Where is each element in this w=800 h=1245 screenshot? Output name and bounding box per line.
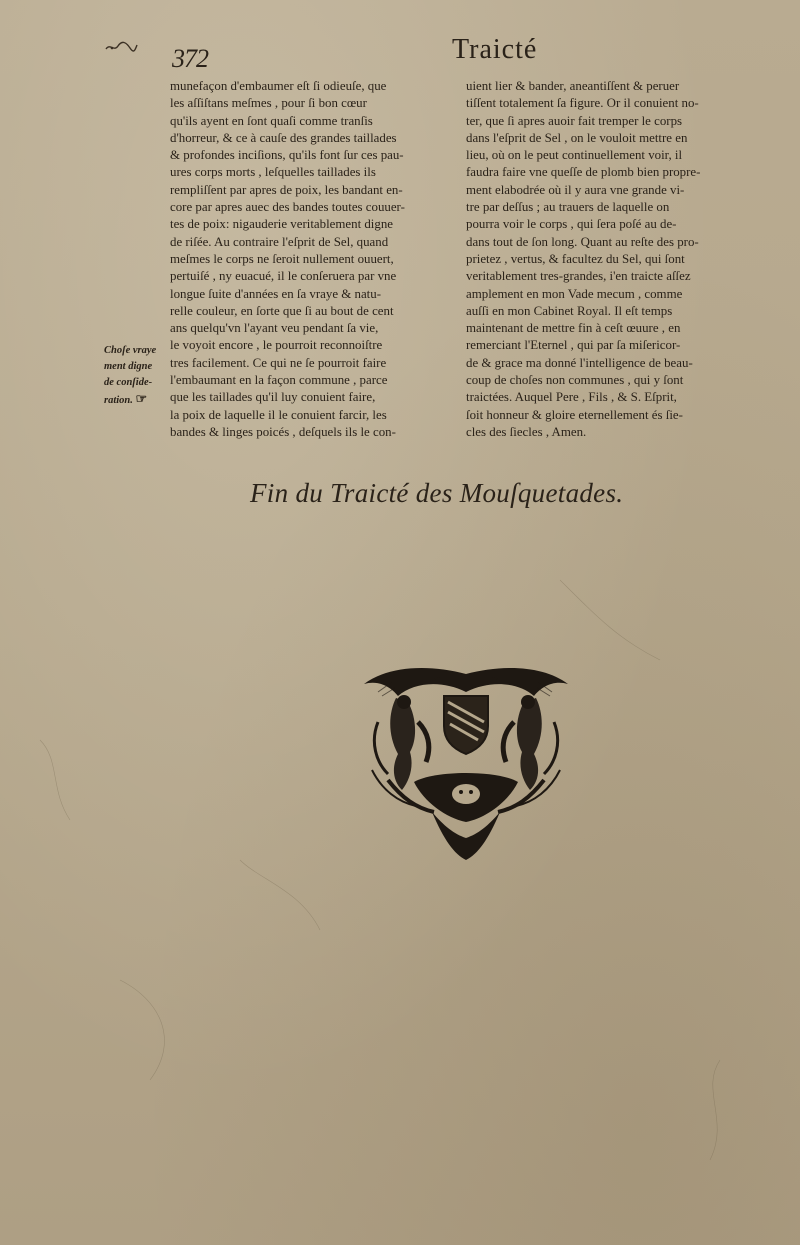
text-line: bandes & linges poicés , deſquels ils le con-: [170, 424, 396, 439]
text-line: tes de poix: nigauderie veritablement digne: [170, 217, 394, 232]
marginal-note: [104, 343, 156, 409]
text-line: la poix de laquelle il le conuient farcir, les: [170, 407, 387, 422]
text-line: ans quelqu'vn l'ayant veu pendant ſa vie,: [170, 321, 379, 336]
pointing-hand-icon: ☞: [135, 391, 148, 406]
text-line: uient lier & bander, aneantiſſent & peruer: [466, 79, 680, 93]
text-line: ter, que ſi apres auoir fait tremper le corps: [466, 113, 683, 128]
text-line: lieu, où on le peut continuellement voir, il: [466, 148, 683, 163]
text-line: relle couleur, en ſorte que ſi au bout de cent: [170, 303, 394, 318]
end-title: Fin du Traicté des Mouſquetades.: [250, 478, 624, 508]
text-line: traictées. Auquel Pere , Fils , & S. Eſprit,: [466, 390, 677, 405]
text-line: faudra faire vne queſſe de plomb bien propre-: [466, 165, 701, 180]
text-line: ures corps morts , leſquelles taillades ils: [170, 165, 376, 180]
text-line: maintenant de mettre fin à ceſt œuure , en: [466, 321, 681, 336]
printer-mark-icon: [104, 40, 138, 54]
text-line: meſmes le corps ne ſeroit nullement ouuert,: [170, 251, 394, 266]
text-line: tres facilement. Ce qui ne ſe pourroit faire: [170, 355, 387, 370]
text-line: veritablement tres-grandes, i'en traicte aſſez: [466, 269, 691, 284]
text-line: dans l'eſprit de Sel , on le vouloit mettre en: [466, 130, 688, 145]
text-line: longue ſuite d'années en ſa vraye & natu-: [170, 286, 382, 301]
text-line: de riſée. Au contraire l'eſprit de Sel, quand: [170, 234, 389, 249]
text-line: amplement en mon Vade mecum , comme: [466, 286, 683, 301]
margin-note-line: Choſe vraye: [104, 345, 157, 356]
running-title: Traicté: [452, 34, 538, 65]
text-line: pertuiſé , ny euacué, il le conſeruera par vne: [170, 269, 397, 284]
text-line: & profondes inciſions, qu'ils font ſur ces pau-: [170, 148, 404, 163]
text-line: coup de choſes non communes , qui y ſont: [466, 373, 684, 388]
left-text-column: [170, 78, 448, 441]
text-line: le voyoit encore , le pourroit reconnoiſtre: [170, 338, 383, 353]
text-line: tiſſent totalement ſa figure. Or il conuient no-: [466, 96, 699, 111]
text-line: ſoit honneur & gloire eternellement és ſie-: [466, 407, 683, 422]
margin-note-line: de conſide-: [104, 377, 153, 388]
margin-note-line-text: ration.: [104, 395, 133, 406]
text-line: de & grace ma donné l'intelligence de beau-: [466, 355, 693, 370]
text-line: l'embaumant en la façon commune , parce: [170, 373, 388, 388]
margin-note-line: ment digne: [104, 361, 153, 372]
text-line: qu'ils ayent en ſont quaſi comme tranſis: [170, 113, 373, 128]
margin-note-line: [104, 391, 156, 409]
text-line: ment elabodrée où il y aura vne grande vi-: [466, 182, 685, 197]
page-number: 372: [172, 44, 208, 73]
text-line: remerciant l'Eternel , qui par ſa miſericor-: [466, 338, 681, 353]
text-line: prietez , vertus, & facultez du Sel, qui ſont: [466, 251, 685, 266]
text-line: d'horreur, & ce à cauſe des grandes taillades: [170, 130, 397, 145]
text-line: auſſi en mon Cabinet Royal. Il eſt temps: [466, 303, 673, 318]
text-line: tre par deſſus ; au trauers de laquelle on: [466, 200, 670, 215]
text-line: pourra voir le corps , qui ſera poſé au de-: [466, 217, 677, 232]
text-line: cles des ſiecles , Amen.: [466, 424, 587, 439]
text-line: les aſſiſtans meſmes , pour ſi bon cœur: [170, 96, 367, 111]
right-text-column: [466, 78, 762, 441]
text-line: que les taillades qu'il luy conuient faire,: [170, 390, 376, 405]
ornament-vignette-icon: [358, 662, 574, 862]
text-line: core par apres auec des bandes toutes couuer-: [170, 200, 405, 215]
text-line: rempliſſent par apres de poix, les bandant en-: [170, 182, 403, 197]
text-line: dans tout de ſon long. Quant au reſte des pro-: [466, 234, 699, 249]
text-line: munefaçon d'embaumer eſt ſi odieuſe, que: [170, 79, 387, 93]
